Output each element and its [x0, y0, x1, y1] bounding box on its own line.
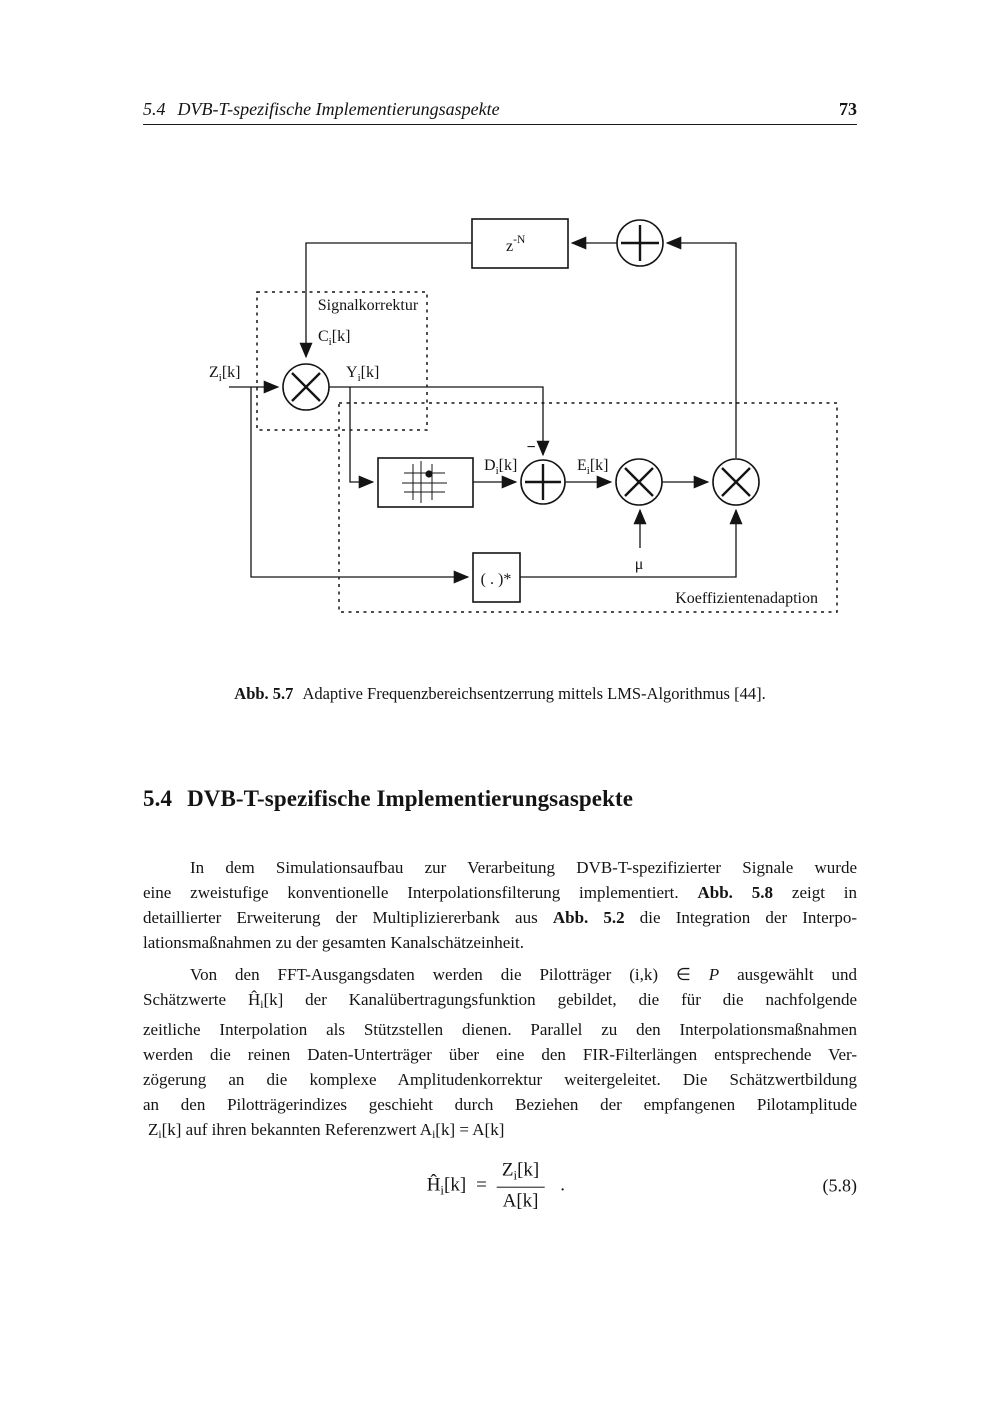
- figure-caption: [143, 684, 857, 704]
- c-label: $C_i[k]$: [318, 328, 351, 348]
- e-label: $E_i[k]$: [577, 457, 609, 477]
- text-line: werden die reinen Daten-Unterträger über eine den FIR-Filterlängen entsprechende Ver-: [143, 1045, 857, 1065]
- equation-fraction: [497, 1160, 544, 1213]
- bold-figure-ref: Abb. 5.8: [697, 883, 774, 902]
- equation-lhs: $Ĥ_i[k]$: [426, 1174, 467, 1197]
- fraction-numerator: $Z_i[k]$: [497, 1160, 544, 1188]
- text-line: Von den FFT-Ausgangsdaten werden die Pilotträger (i,k) ∈ P ausgewählt und: [190, 965, 857, 984]
- text-line: eine zweistufige konventionelle Interpolationsfilterung implementiert. Abb. 5.8 zeigt in: [143, 883, 857, 902]
- figure-caption-text: Adaptive Frequenzbereichsentzerrung mittels LMS-Algorithmus [44].: [302, 684, 766, 703]
- equals-sign: =: [476, 1174, 487, 1196]
- text-line: an den Pilotträgerindizes geschieht durch Beziehen der empfangenen Pilotamplitude: [143, 1095, 857, 1115]
- section-heading: [143, 786, 857, 812]
- paragraph-2: [143, 962, 857, 1147]
- text-line: zögerung an die komplexe Amplitudenkorrektur weitergeleitet. Die Schätzwertbildung: [143, 1070, 857, 1090]
- z-input-label: $Z_i[k]$: [209, 364, 241, 384]
- multiplier-conjugate: [713, 459, 759, 505]
- wire-conjugate-to-multB: [520, 510, 736, 577]
- lms-block-diagram: [0, 0, 1000, 660]
- section-title: DVB-T-spezifische Implementierungsaspekte: [187, 786, 634, 811]
- text-line: Schätzwerte $Ĥ_i[k]$ der Kanalübertragungsfunktion gebildet, die für die nachfolgende: [143, 990, 858, 1012]
- delay-block-label: $z^{-N}$: [506, 234, 526, 255]
- adder-top: [617, 220, 663, 266]
- multiplier-correction: [283, 364, 329, 410]
- wire-y-branch-to-filter: [350, 387, 373, 482]
- wire-y-to-subtractor: [329, 387, 543, 455]
- bold-figure-ref: Abb. 5.2: [552, 908, 625, 927]
- equation-body: [427, 1160, 565, 1213]
- signalkorrektur-label: Signalkorrektur: [317, 297, 419, 314]
- text-line: detaillierter Erweiterung der Multipliziererbank aus Abb. 5.2 die Integration der Interpo-: [143, 908, 858, 927]
- equation-period: .: [560, 1174, 566, 1196]
- running-header-section-title: DVB-T-spezifische Implementierungsaspekte: [177, 99, 500, 119]
- equation-5-8: [143, 1150, 857, 1222]
- mu-label: μ: [634, 556, 644, 573]
- italic-set-symbol: P: [708, 965, 720, 984]
- conjugate-label: ( . )*: [480, 571, 512, 588]
- running-header-section-number: 5.4: [143, 99, 166, 119]
- pilot-grid-block: [378, 458, 473, 507]
- page-number: 73: [839, 99, 857, 119]
- text-line: zeitliche Interpolation als Stützstellen dienen. Parallel zu den Interpolationsmaßnahmen: [143, 1020, 857, 1040]
- y-label: $Y_i[k]$: [346, 364, 380, 384]
- koeffizientenadaption-label: Koeffizientenadaption: [675, 590, 818, 607]
- d-label: $D_i[k]$: [484, 457, 518, 477]
- text-line: In dem Simulationsaufbau zur Verarbeitung DVB-T-spezifizierter Signale wurde: [190, 858, 857, 877]
- text-line: $Z_i[k]$ auf ihren bekannten Referenzwert $A_i[k] = A[k]$: [148, 1120, 505, 1142]
- section-number: 5.4: [143, 786, 173, 811]
- subtractor: [521, 460, 565, 504]
- paragraph-1: [143, 855, 857, 955]
- equation-number: (5.8): [822, 1175, 857, 1196]
- figure-caption-label: Abb. 5.7: [234, 684, 294, 703]
- fraction-denominator: A[k]: [502, 1190, 539, 1212]
- wire-multB-to-adder: [667, 243, 736, 458]
- multiplier-mu: [616, 459, 662, 505]
- minus-sign: −: [526, 439, 536, 456]
- text-line: lationsmaßnahmen zu der gesamten Kanalschätzeinheit.: [143, 933, 524, 952]
